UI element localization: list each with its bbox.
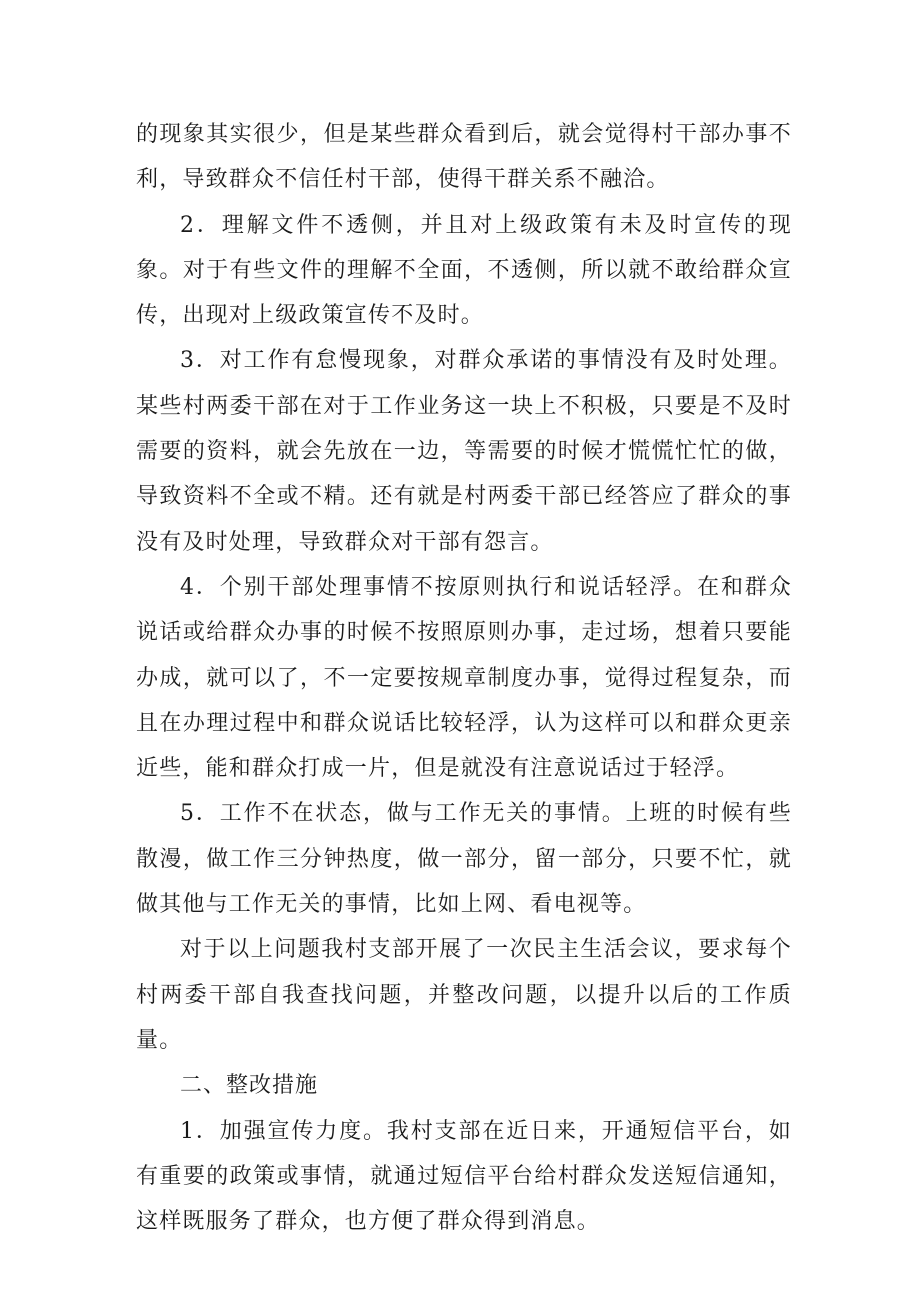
paragraph-item-2: 2．理解文件不透侧，并且对上级政策有未及时宣传的现象。对于有些文件的理解不全面，不透侧，所以就不敢给群众宣传，出现对上级政策宣传不及时。 <box>136 212 792 329</box>
document-page <box>136 112 792 1244</box>
paragraph-item-5: 5．工作不在状态，做与工作无关的事情。上班的时候有些散漫，做工作三分钟热度，做一部分，留一部分，只要不忙，就做其他与工作无关的事情，比如上网、看电视等。 <box>136 801 792 918</box>
measure-item-1: 1．加强宣传力度。我村支部在近日来，开通短信平台，如有重要的政策或事情，就通过短信平台给村群众发送短信通知，这样既服务了群众，也方便了群众得到消息。 <box>136 1118 792 1235</box>
paragraph-item-3: 3．对工作有怠慢现象，对群众承诺的事情没有及时处理。某些村两委干部在对于工作业务这一块上不积极，只要是不及时需要的资料，就会先放在一边，等需要的时候才慌慌忙忙的做，导致资料不全或不精。还有就是村两委干部已经答应了群众的事没有及时处理，导致群众对干部有怨言。 <box>136 348 792 555</box>
paragraph-summary: 对于以上问题我村支部开展了一次民主生活会议，要求每个村两委干部自我查找问题，并整改问题，以提升以后的工作质量。 <box>136 937 792 1053</box>
paragraph-continuation: 的现象其实很少，但是某些群众看到后，就会觉得村干部办事不利，导致群众不信任村干部，使得干群关系不融洽。 <box>136 122 792 193</box>
section-heading: 二、整改措施 <box>180 1073 319 1099</box>
paragraph-item-4: 4．个别干部处理事情不按原则执行和说话轻浮。在和群众说话或给群众办事的时候不按照原则办事，走过场，想着只要能办成，就可以了，不一定要按规章制度办事，觉得过程复杂，而且在办理过程中和群众说话比较轻浮，认为这样可以和群众更亲近些，能和群众打成一片，但是就没有注意说话过于轻浮。 <box>136 574 792 782</box>
